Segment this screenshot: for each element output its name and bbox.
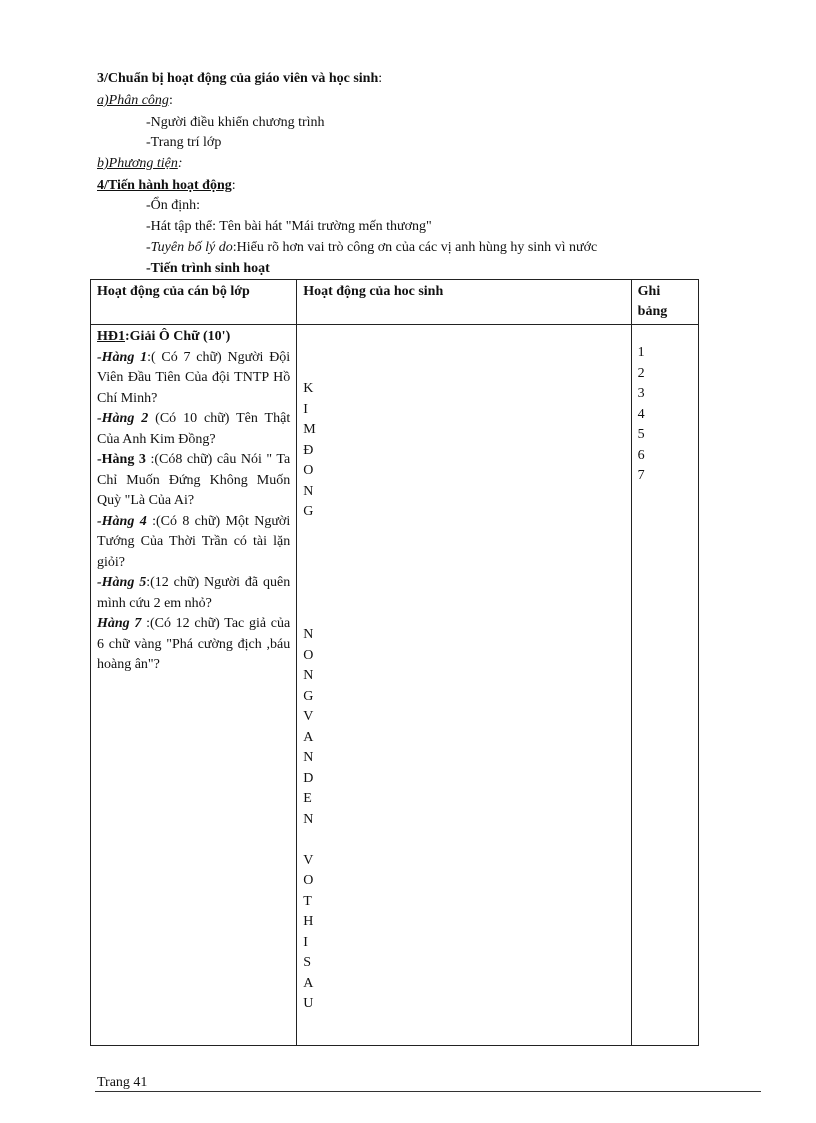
answer-letter: G: [303, 504, 314, 519]
quiz-row: [97, 512, 290, 574]
header-board: Ghi bảng: [631, 280, 698, 325]
answer-letter: M: [303, 422, 316, 437]
board-numbers-cell: [631, 325, 698, 1046]
quiz-row-text: :( Có 7 chữ) Người Đội Viên Đầu Tiên Của đội TNTP Hồ Chí Minh?: [97, 349, 291, 406]
quiz-row-label: -Hàng 4: [97, 513, 147, 529]
answer-letter: G: [303, 688, 314, 704]
answer-letter: E: [303, 791, 312, 806]
prep-heading: [97, 69, 382, 89]
board-number: 6: [637, 447, 645, 463]
assign-label-colon: :: [168, 93, 173, 108]
proceed-heading-colon: :: [231, 178, 236, 193]
quiz-row-text: :(Có 12 chữ) Tac giả của 6 chữ vàng "Phá cường địch ,báu hoàng ân"?: [97, 616, 291, 672]
quiz-row-label: -Hàng 1: [97, 349, 148, 365]
quiz-row: [97, 450, 290, 512]
answer-letter: O: [303, 647, 314, 663]
answer-letter: A: [303, 729, 314, 745]
activity-title: [97, 327, 290, 348]
means-label: [97, 154, 183, 174]
quiz-cell: [91, 325, 297, 1046]
answer-letter: N: [303, 811, 314, 827]
assign-item: -Trang trí lớp: [146, 135, 222, 150]
board-number: 2: [637, 365, 645, 381]
answer-letter: V: [303, 852, 314, 868]
answer-letter: N: [303, 668, 314, 683]
quiz-row: [97, 348, 290, 410]
quiz-row: [97, 573, 290, 614]
answer-gap: [303, 564, 624, 585]
answer-gap: [303, 830, 624, 851]
answer-letter: I: [303, 934, 308, 950]
answer-letter: N: [303, 750, 314, 765]
quiz-row-text: :(Có8 chữ) câu Nói " Ta Chỉ Muốn Đứng Không Muốn Quỳ "Là Của Ai?: [97, 452, 291, 508]
assign-label-text: a)Phân công: [97, 93, 169, 108]
assign-label: [97, 91, 173, 111]
answer-letter: N: [303, 627, 314, 642]
answer-letter: U: [303, 996, 314, 1011]
activity-table: [90, 279, 699, 1046]
reason-label: -Tuyên bố lý do: [146, 240, 233, 255]
answer-letter: N: [303, 483, 314, 499]
answer-letter: I: [303, 401, 308, 417]
board-number: 5: [637, 427, 645, 442]
prep-heading-text: 3/Chuẩn bị hoạt động của giáo viên và học sinh: [97, 71, 379, 86]
page-footer-label: Trang 41: [97, 1075, 148, 1090]
proceed-item-reason: [146, 238, 597, 258]
answer-letter: H: [303, 914, 314, 929]
answer-letter: O: [303, 463, 314, 478]
proceed-heading-text: 4/Tiến hành hoạt động: [97, 178, 232, 193]
board-number: 3: [637, 386, 645, 401]
answer-letter: Đ: [303, 442, 314, 458]
proceed-item-song: -Hát tập thể: Tên bài hát "Mái trường mến thương": [146, 219, 432, 234]
reason-text: :Hiểu rõ hơn vai trò công ơn của các vị anh hùng hy sinh vì nước: [232, 240, 598, 255]
answer-letter: K: [303, 381, 314, 396]
activity-title-rest: :Giải Ô Chữ (10'): [125, 329, 231, 344]
answer-gap: [303, 543, 624, 564]
quiz-row-text: (Có 10 chữ) Tên Thật Của Anh Kim Đồng?: [97, 411, 291, 447]
quiz-row: [97, 614, 290, 676]
board-number: 7: [637, 468, 645, 483]
board-number: 4: [637, 406, 645, 422]
header-students: Hoạt động của hoc sinh: [297, 280, 631, 325]
table-body-row: [91, 325, 699, 1046]
board-number: 1: [637, 345, 645, 360]
means-label-colon: :: [177, 156, 183, 171]
prep-heading-colon: :: [378, 71, 383, 86]
answer-gap: [303, 605, 624, 626]
footer-rule: [95, 1091, 761, 1092]
answer-letters-cell: [297, 325, 631, 1046]
quiz-row-text: :(12 chữ) Người đã quên mình cứu 2 em nhỏ?: [97, 575, 291, 611]
quiz-row: [97, 409, 290, 450]
assign-item: -Người điều khiển chương trình: [146, 115, 325, 130]
answer-gap: [303, 584, 624, 605]
quiz-row-label: -Hàng 2: [97, 411, 149, 426]
proceed-item-stabilize: -Ổn định:: [146, 198, 201, 213]
answer-letter: O: [303, 873, 314, 888]
answer-letter: V: [303, 709, 314, 724]
quiz-row-label: Hàng 7: [97, 616, 142, 631]
answer-letter: T: [303, 893, 312, 909]
answer-letter: S: [303, 955, 312, 970]
proceed-item-progress: -Tiến trình sinh hoạt: [146, 261, 270, 276]
quiz-row-label: -Hàng 3: [97, 452, 146, 467]
proceed-heading: [97, 176, 236, 196]
header-cadre: Hoạt động của cán bộ lớp: [91, 280, 297, 325]
quiz-row-text: :(Có 8 chữ) Một Người Tướng Của Thời Trần có tài lặn giỏi?: [97, 513, 291, 570]
quiz-row-label: -Hàng 5: [97, 575, 147, 590]
means-label-text: b)Phương tiện: [97, 156, 178, 171]
answer-gap: [303, 523, 624, 544]
answer-letter: D: [303, 770, 314, 786]
table-header-row: [91, 280, 699, 325]
activity-title-code: HĐ1: [97, 329, 125, 344]
answer-letter: A: [303, 975, 314, 991]
